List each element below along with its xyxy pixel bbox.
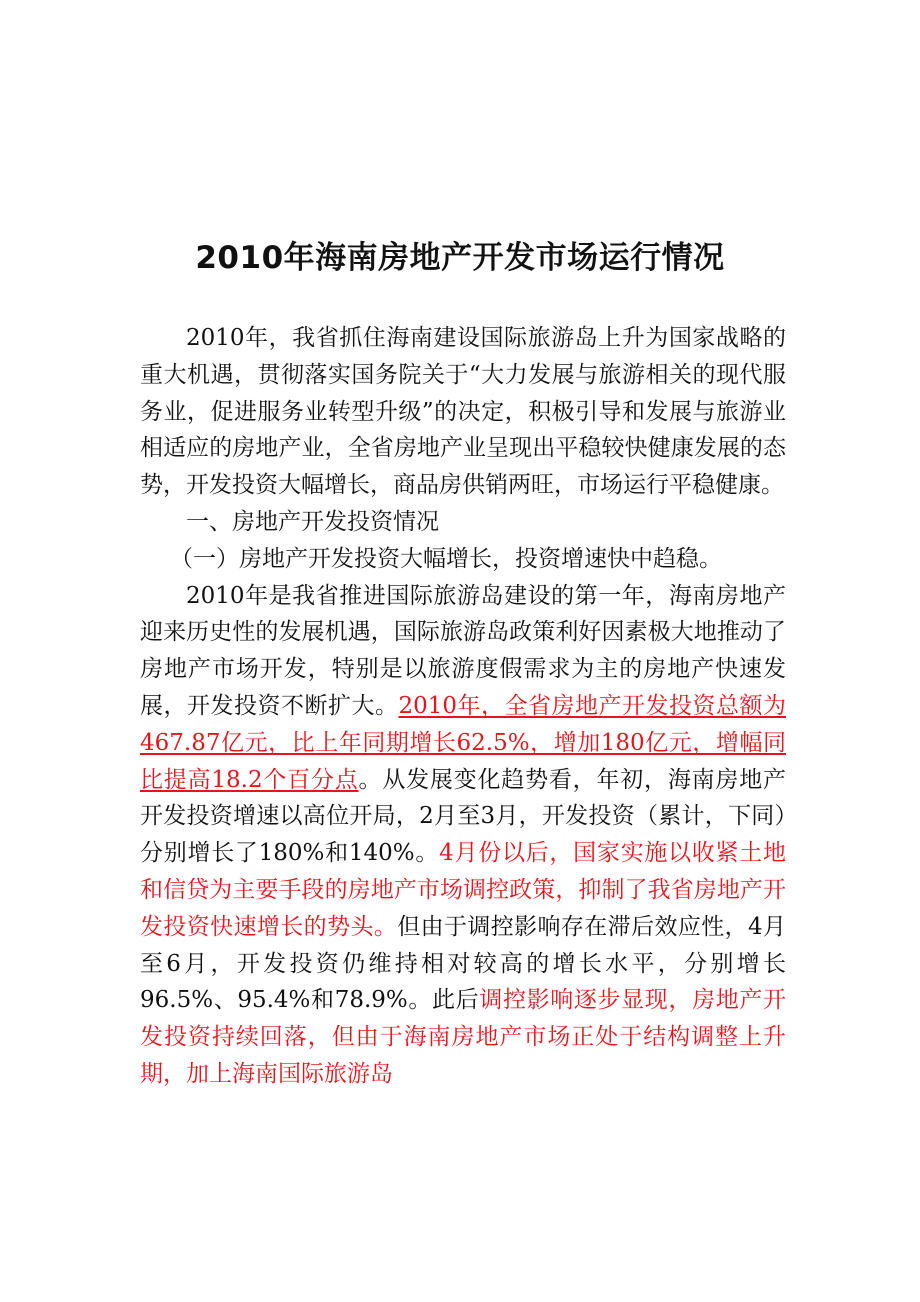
- section-heading: 一、房地产开发投资情况: [186, 508, 439, 535]
- investment-highlight-total: 2010年，全省房地产开发投资总额为467.87亿元，比上年同期增长62.5%，增加180亿元，增幅同比提高18.2个百分点: [140, 692, 786, 793]
- investment-highlight-decline: 调控影响逐步显现，房地产开发投资持续回落，但由于海南房地产市场正处于结构调整上升期，加上海南国际旅游岛: [140, 987, 787, 1087]
- subsection-heading: （一）房地产开发投资大幅增长，投资增速快中趋稳。: [170, 545, 722, 572]
- document-title: 2010年海南房地产开发市场运行情况: [195, 240, 725, 276]
- investment-text-1: 2010年是我省推进国际旅游岛建设的第一年，海南房地产迎来历史性的发展机遇，国际旅游岛政策利好因素极大地推动了房地产市场开发，特别是以旅游度假需求为主的房地产快速发展，开发投资不断扩大。: [140, 582, 786, 719]
- investment-highlight-policy: 4月份以后，国家实施以收紧土地和信贷为主要手段的房地产市场调控政策，抑制了我省房地产开发投资快速增长的势头。: [140, 840, 786, 940]
- document-body: [140, 320, 786, 1093]
- investment-text-3: 但由于调控影响存在滞后效应性，4月至6月，开发投资仍维持相对较高的增长水平，分别增长96.5%、95.4%和78.9%。此后: [140, 913, 787, 1014]
- intro-paragraph: 2010年，我省抓住海南建设国际旅游岛上升为国家战略的重大机遇，贯彻落实国务院关于“大力发展与旅游相关的现代服务业，促进服务业转型升级”的决定，积极引导和发展与旅游业相适应的房地产业，全省房地产业呈现出平稳较快健康发展的态势，开发投资大幅增长，商品房供销两旺，市场运行平稳健康。: [140, 325, 786, 499]
- investment-paragraph: [140, 578, 786, 1093]
- investment-text-2: 。从发展变化趋势看，年初，海南房地产开发投资增速以高位开局，2月至3月，开发投资（累计，下同）分别增长了180%和140%。: [140, 766, 786, 867]
